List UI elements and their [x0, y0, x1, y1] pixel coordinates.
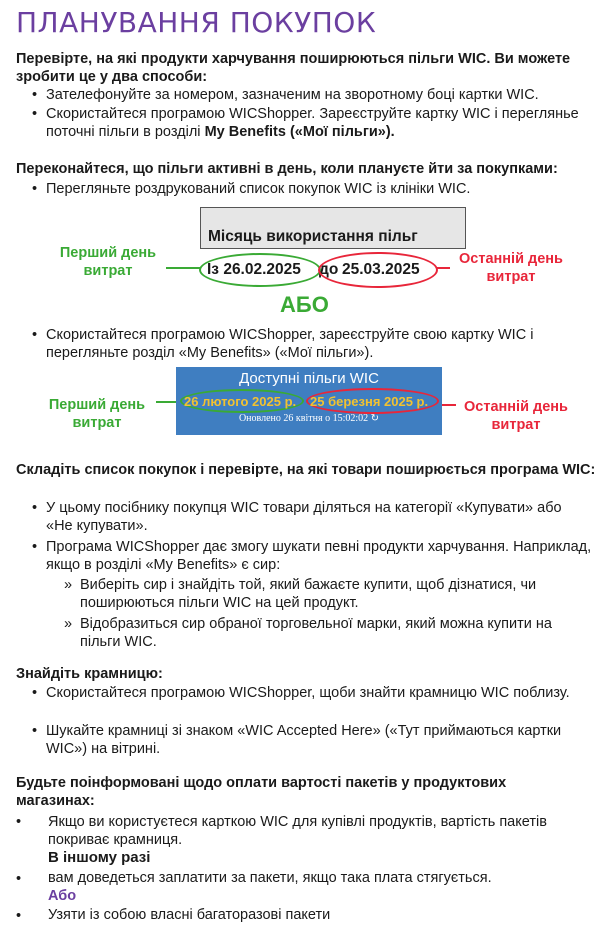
page-title: ПЛАНУВАННЯ ПОКУПОК — [16, 6, 377, 39]
section-benefits-active-heading: Переконайтеся, що пільги активні в день, коли плануєте йти за покупками: — [16, 161, 558, 177]
first-day-connector — [166, 267, 201, 269]
date-to-prefix: до — [319, 261, 339, 278]
bags-item-3: Узяти із собою власні багаторазові пакети — [48, 907, 331, 923]
list-item: • Зателефонуйте за номером, зазначеним на зворотному боці картки WIC. — [32, 87, 539, 103]
list-item: • У цьому посібнику покупця WIC товари діляться на категорії «Купувати» або «Не купувати». — [32, 499, 592, 535]
date-to: 25.03.2025 — [342, 261, 420, 278]
bullet-3: • — [16, 908, 22, 924]
section-check-foods-heading: Перевірте, на які продукти харчування поширюються пільги WIC. Ви можете зробити це у два способи: — [16, 51, 571, 85]
otherwise-label: В іншому разі — [48, 849, 151, 866]
or-label-2: Або — [48, 888, 77, 904]
list-item-text: Перегляньте роздрукований список покупок WIC із клініки WIC. — [46, 181, 471, 197]
list-item: • Скористайтеся програмою WICShopper, щоби знайти крамницю WIC поблизу. — [32, 685, 570, 701]
last-day-label: Останній день витрат — [459, 251, 563, 285]
list-item: • Скористайтеся програмою WICShopper, зареєструйте свою картку WIC і перегляньте розділ «My Benefits» («Мої пільги»). — [32, 326, 592, 362]
section-bags-heading: Будьте поінформовані щодо оплати вартості пакетів у продуктових магазинах: — [16, 775, 507, 809]
sub-list-item: » Відобразиться сир обраної торговельної марки, який можна купити на пільги WIC. — [64, 615, 584, 651]
list-item-text: Шукайте крамниці зі знаком «WIC Accepted Here» («Тут приймаються картки WIC») на вітрині. — [46, 723, 562, 757]
or-label: АБО — [280, 292, 329, 317]
list-item: • Програма WICShopper дає змогу шукати певні продукти харчування. Наприклад, якщо в розділі «My Benefits» є сир: — [32, 539, 592, 573]
list-item-text: Скористайтеся програмою WICShopper. Зареєструйте картку WIC і переглянье поточні пільги в розділі — [46, 106, 579, 140]
bags-item-1: Якщо ви користуєтеся карткою WIC для купівлі продуктів, вартість пакетів покриває крамниця. — [48, 814, 547, 848]
list-item-text: У цьому посібнику покупця WIC товари діляться на категорії «Купувати» або «Не купувати». — [46, 500, 562, 534]
app-updated-note: Оновлено 26 квітня о 15:02:02 ↻ — [238, 413, 380, 424]
section-shopping-list-heading: Складіть список покупок і перевірте, на які товари поширюється програма WIC: — [16, 462, 596, 478]
list-item-text: Програма WICShopper дає змогу шукати певні продукти харчування. Наприклад, якщо в розділі «My Benefits» є сир: — [46, 539, 592, 573]
bags-item-2: вам доведеться заплатити за пакети, якщо така плата стягується. — [48, 870, 492, 886]
app-benefits-title: Доступні пільги WIC — [239, 370, 379, 387]
sub-list-item: » Виберіть сир і знайдіть той, який бажаєте купити, щоб дізнатися, чи поширюються пільги WIC на цей продукт. — [64, 576, 584, 612]
benefit-month-box — [200, 207, 466, 249]
bullet-1: • — [16, 814, 22, 830]
benefit-month-title: Місяць використання пільг — [208, 228, 418, 245]
list-item: • Скористайтеся програмою WICShopper. Зареєструйте картку WIC і переглянье поточні пільги в розділі My Benefits («Мої пільги»). — [32, 106, 579, 140]
app-date-to: 25 березня 2025 р. — [310, 394, 429, 409]
sub-list-item-text: Відобразиться сир обраної торговельної марки, який можна купити на пільги WIC. — [80, 616, 552, 650]
list-item-text: Зателефонуйте за номером, зазначеним на зворотному боці картки WIC. — [46, 87, 539, 103]
app-date-from: 26 лютого 2025 р. — [184, 394, 297, 409]
first-day-label-2: Перший день витрат — [48, 397, 146, 431]
list-item: • Шукайте крамниці зі знаком «WIC Accepted Here» («Тут приймаються картки WIC») на вітрині. — [32, 722, 592, 758]
list-item-text: Скористайтеся програмою WICShopper, зареєструйте свою картку WIC і перегляньте розділ «My Benefits» («Мої пільги»). — [46, 327, 534, 361]
list-item-text: Скористайтеся програмою WICShopper, щоби знайти крамницю WIC поблизу. — [46, 685, 570, 701]
list-item: • Перегляньте роздрукований список покупок WIC із клініки WIC. — [32, 181, 471, 197]
section-find-store-heading: Знайдіть крамницю: — [16, 666, 163, 682]
my-benefits-label: My Benefits («Мої пільги»). — [204, 124, 395, 140]
date-from: Із 26.02.2025 — [207, 261, 301, 278]
sub-list-item-text: Виберіть сир і знайдіть той, який бажаєте купити, щоб дізнатися, чи поширюються пільги WIC на цей продукт. — [80, 577, 537, 611]
bullet-2: • — [16, 871, 22, 887]
last-day-label-2: Останній день витрат — [464, 399, 568, 433]
refresh-icon[interactable]: ↻ — [370, 413, 380, 424]
app-benefits-panel — [176, 367, 442, 435]
first-day-label: Перший день витрат — [59, 245, 157, 279]
